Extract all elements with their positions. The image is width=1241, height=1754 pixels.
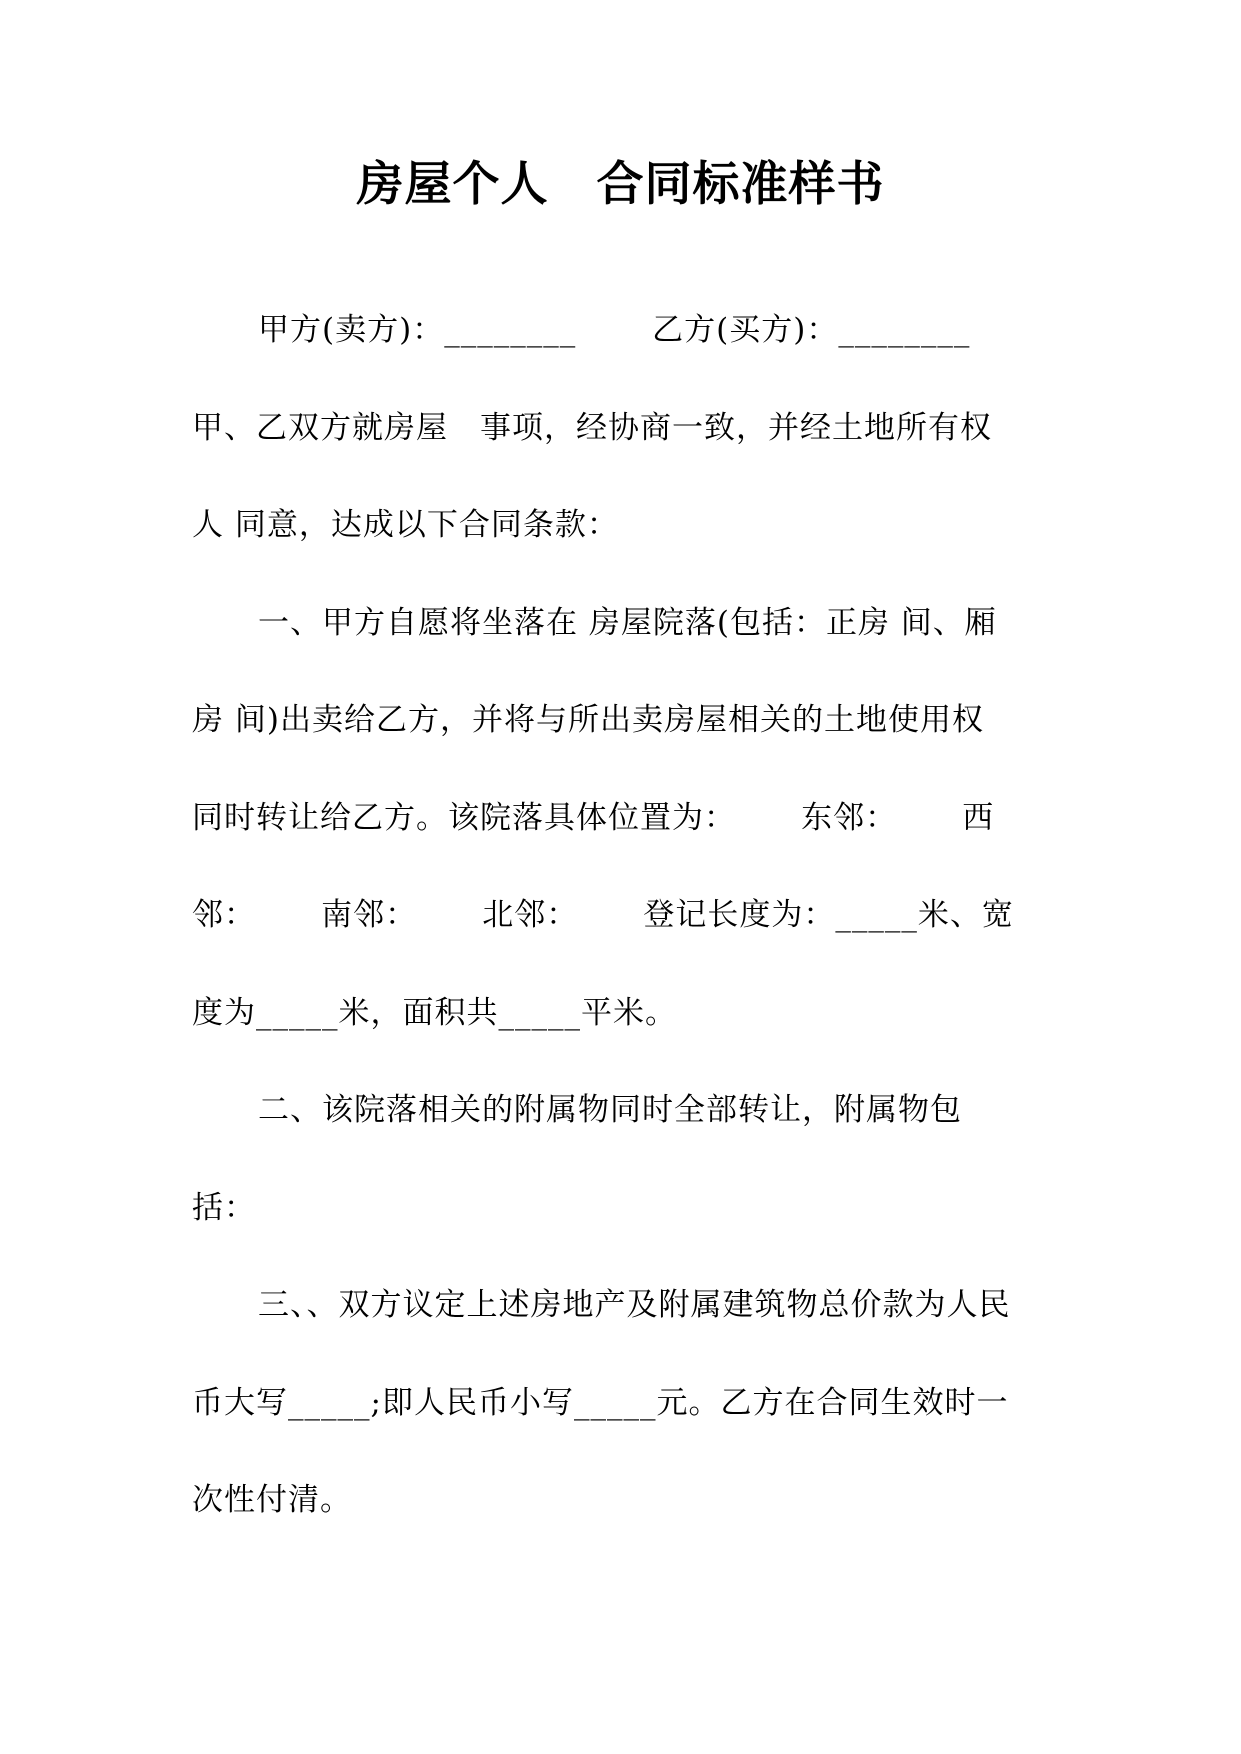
clause-2-line-2: 括：: [192, 1190, 256, 1226]
preamble-line-1: 甲、乙双方就房屋 事项，经协商一致，并经土地所有权: [192, 410, 992, 446]
clause-1-line-3: 同时转让给乙方。该院落具体位置为： 东邻： 西: [192, 800, 995, 836]
document-title: 房屋个人 合同标准样书: [356, 157, 885, 212]
clause-3-line-2: 币大写_____;即人民币小写_____元。乙方在合同生效时一: [192, 1385, 1009, 1421]
clause-1-line-1: 一、甲方自愿将坐落在 房屋院落(包括：正房 间、厢: [258, 605, 997, 641]
parties-line: 甲方(卖方)：________ 乙方(买方)：________: [258, 312, 971, 348]
clause-2-line-1: 二、该院落相关的附属物同时全部转让，附属物包: [258, 1092, 962, 1128]
clause-3-line-3: 次性付清。: [192, 1482, 352, 1518]
clause-1-line-4: 邻： 南邻： 北邻： 登记长度为：_____米、宽: [192, 897, 1014, 933]
clause-3-line-1: 三、、双方议定上述房地产及附属建筑物总价款为人民: [258, 1287, 1011, 1323]
clause-1-line-2: 房 间)出卖给乙方，并将与所出卖房屋相关的土地使用权: [192, 702, 984, 738]
clause-1-line-5: 度为_____米，面积共_____平米。: [192, 995, 677, 1031]
preamble-line-2: 人 同意，达成以下合同条款：: [192, 507, 619, 543]
